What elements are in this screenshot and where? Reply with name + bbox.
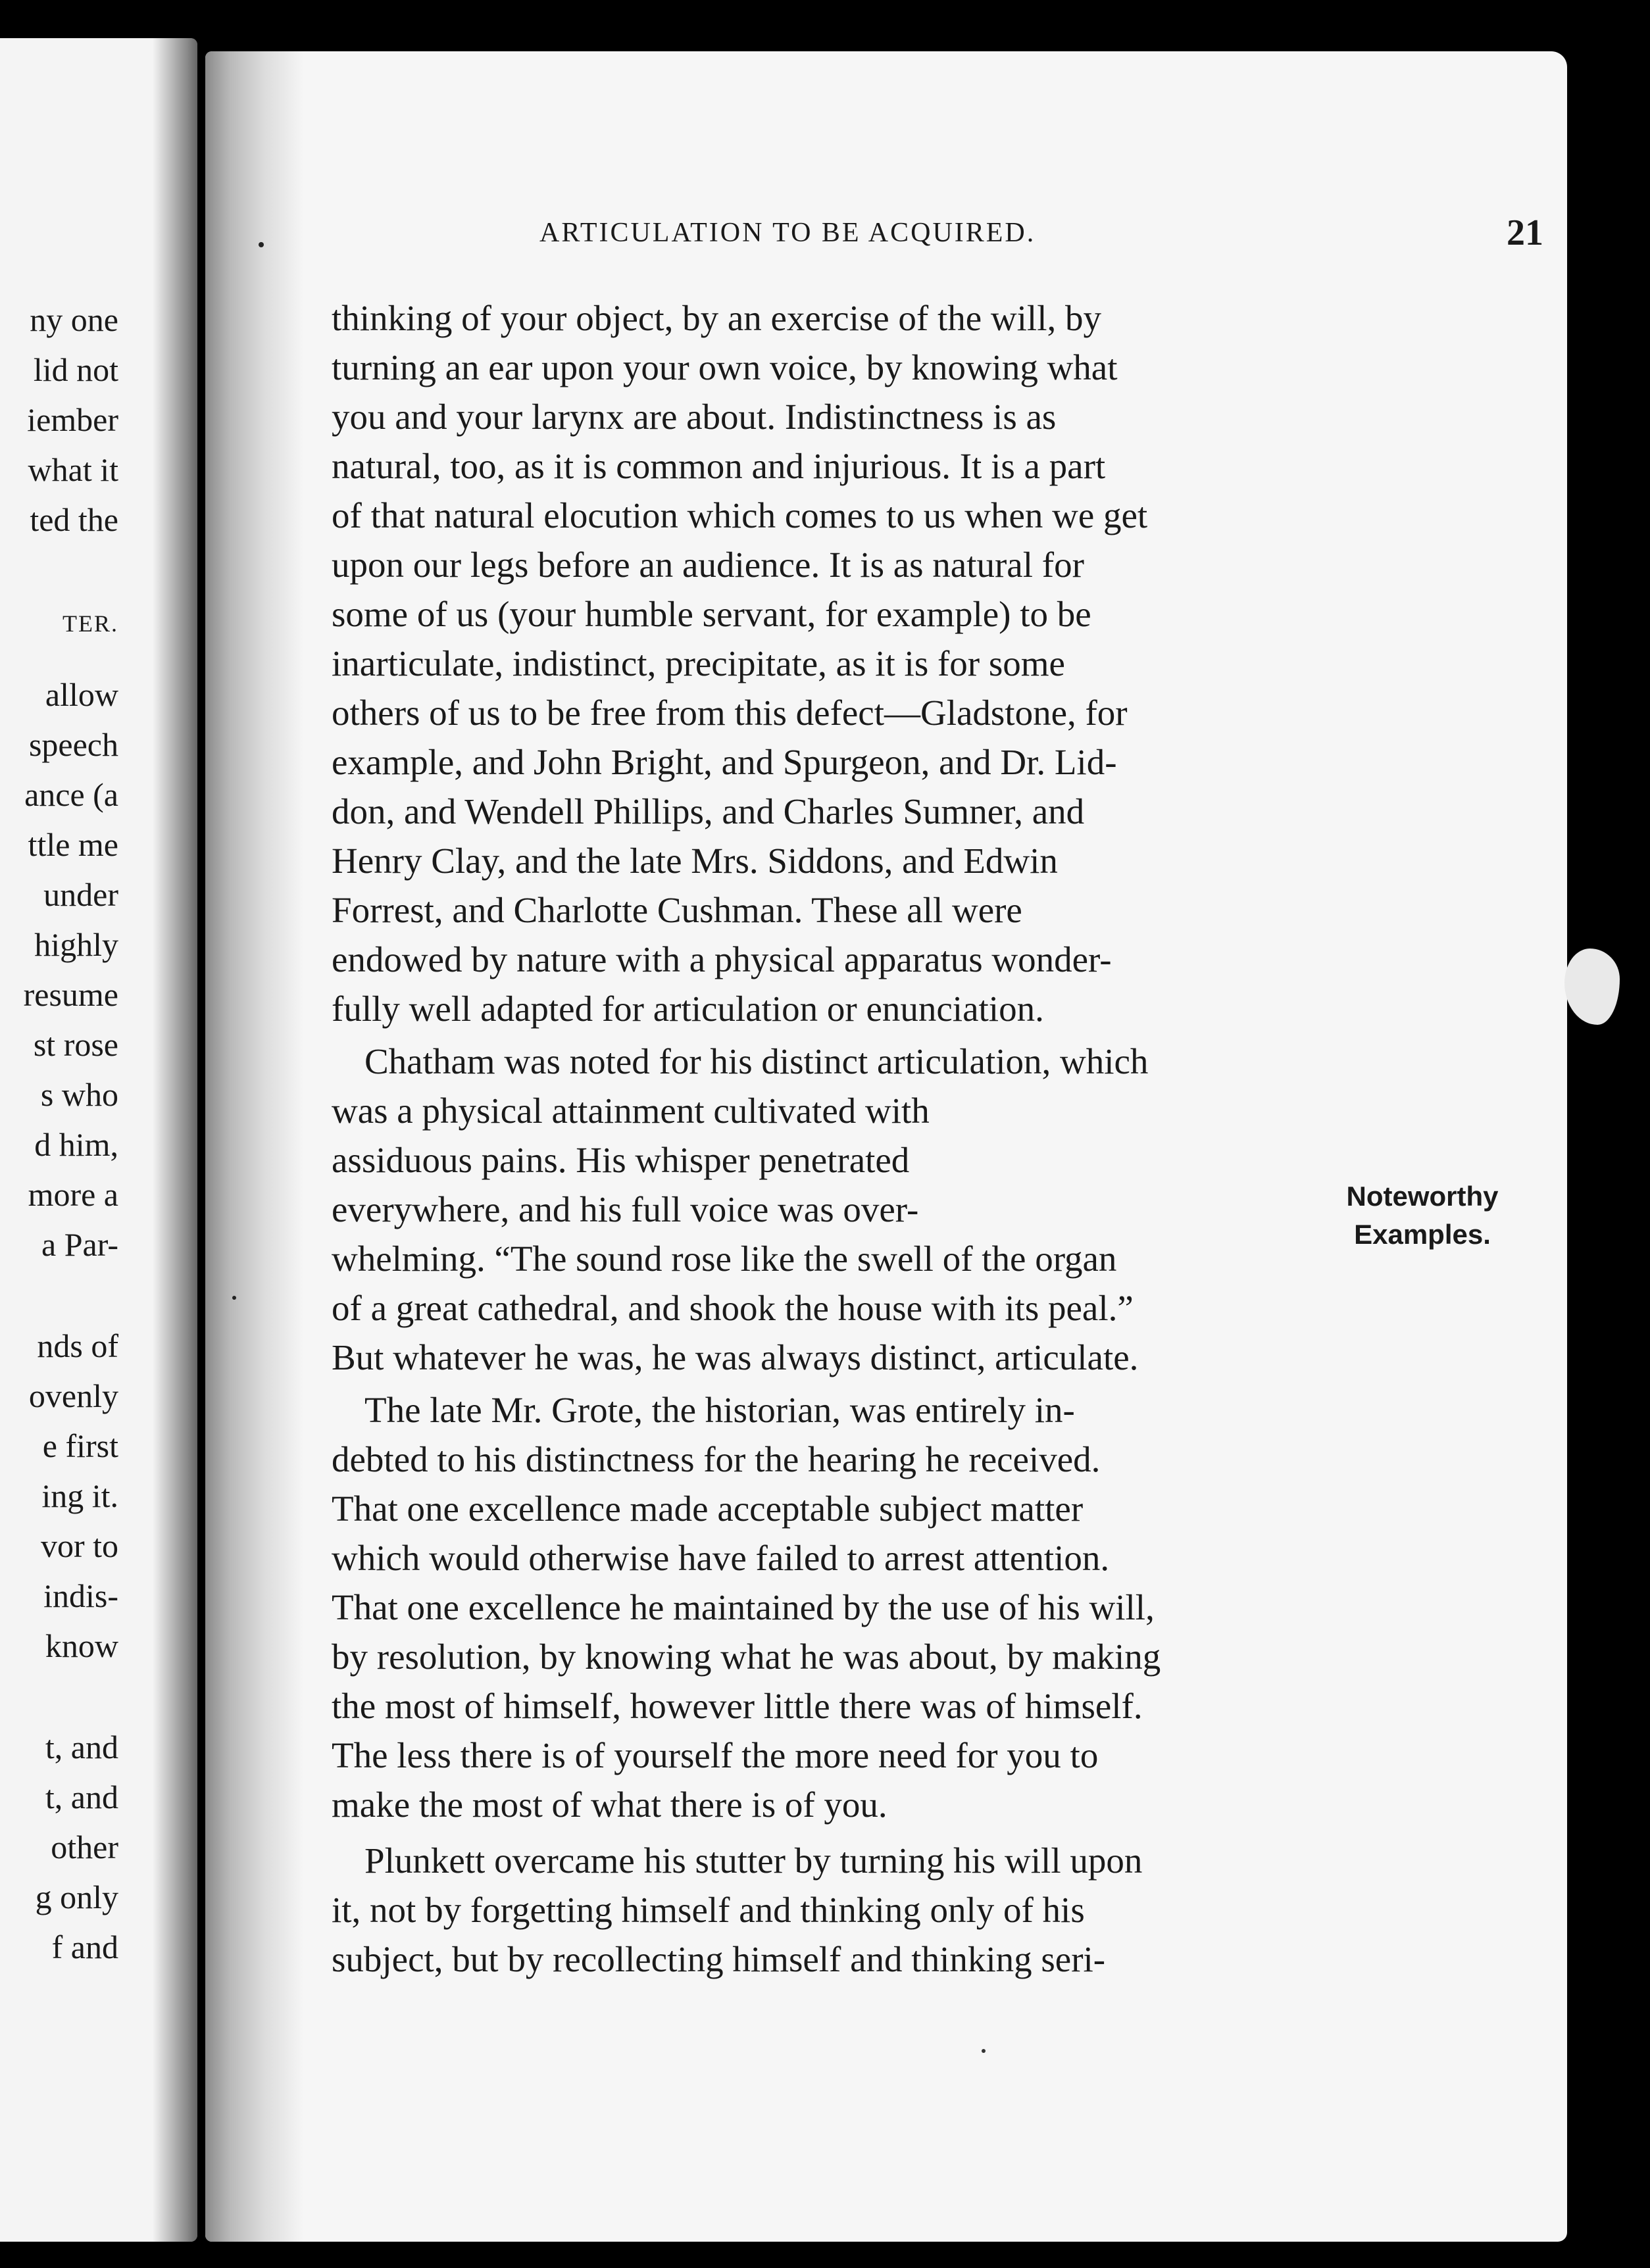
text-line: endowed by nature with a physical apparatus wonder- <box>332 939 1112 979</box>
text-line: was a physical attainment cultivated with <box>332 1091 930 1131</box>
left-line: other <box>51 1829 118 1865</box>
left-line: g only <box>35 1879 118 1915</box>
left-line: t, and <box>45 1729 118 1765</box>
text-line: of that natural elocution which comes to us when we get <box>332 495 1148 535</box>
running-head-title: ARTICULATION TO BE ACQUIRED. <box>539 218 1036 248</box>
left-line: allow <box>45 676 118 713</box>
text-line: Henry Clay, and the late Mrs. Siddons, and Edwin <box>332 841 1058 881</box>
left-line: f and <box>51 1929 118 1965</box>
ink-speck <box>982 2049 986 2053</box>
text-line: upon our legs before an audience. It is as natural for <box>332 545 1084 585</box>
left-line: ing it. <box>41 1477 118 1514</box>
text-line: inarticulate, indistinct, precipitate, as it is for some <box>332 643 1065 683</box>
text-line: Forrest, and Charlotte Cushman. These all were <box>332 890 1022 930</box>
text-line: others of us to be free from this defect—Gladstone, for <box>332 693 1128 733</box>
left-line: iember <box>27 401 118 438</box>
left-line: highly <box>34 926 118 963</box>
left-line: what it <box>28 451 118 488</box>
text-line: make the most of what there is of you. <box>332 1785 888 1825</box>
page-number: 21 <box>1507 212 1543 253</box>
left-line: e first <box>42 1427 118 1464</box>
left-line-heading: TER. <box>63 610 118 637</box>
text-line: assiduous pains. His whisper penetrated <box>332 1140 910 1180</box>
left-line: t, and <box>45 1779 118 1815</box>
text-line: whelming. “The sound rose like the swell of the organ <box>332 1239 1117 1279</box>
left-line: ovenly <box>28 1377 118 1414</box>
left-line: ny one <box>30 301 118 338</box>
left-line: indis- <box>43 1577 118 1614</box>
text-line: turning an ear upon your own voice, by knowing what <box>332 347 1118 387</box>
text-line: don, and Wendell Phillips, and Charles Sumner, and <box>332 791 1085 831</box>
left-line: know <box>45 1627 118 1664</box>
left-line: resume <box>23 976 118 1013</box>
left-line: more a <box>28 1176 118 1213</box>
left-line: ttle me <box>28 826 118 863</box>
text-line: you and your larynx are about. Indistinctness is as <box>332 397 1057 437</box>
text-line: That one excellence made acceptable subject matter <box>332 1489 1084 1529</box>
book-page <box>205 51 1567 2242</box>
text-line: some of us (your humble servant, for example) to be <box>332 594 1091 634</box>
text-line: it, not by forgetting himself and thinking only of his <box>332 1890 1085 1930</box>
left-line: st rose <box>33 1026 118 1063</box>
text-line: the most of himself, however little there was of himself. <box>332 1686 1143 1726</box>
page-curl-shadow <box>205 51 304 2242</box>
ink-speck <box>232 1296 236 1300</box>
text-line: natural, too, as it is common and injurious. It is a part <box>332 446 1106 486</box>
text-line: example, and John Bright, and Spurgeon, and Dr. Lid- <box>332 742 1117 782</box>
text-line: by resolution, by knowing what he was about, by making <box>332 1637 1161 1677</box>
left-line: lid not <box>33 351 118 388</box>
text-line: of a great cathedral, and shook the house with its peal.” <box>332 1288 1134 1328</box>
left-line: a Par- <box>41 1226 118 1263</box>
text-line: Chatham was noted for his distinct articulation, which <box>364 1041 1149 1081</box>
left-line: vor to <box>40 1527 118 1564</box>
text-line: which would otherwise have failed to arrest attention. <box>332 1538 1110 1578</box>
text-line: fully well adapted for articulation or enunciation. <box>332 989 1044 1029</box>
text-line: subject, but by recollecting himself and thinking seri- <box>332 1939 1106 1979</box>
margin-note-line: Noteworthy <box>1346 1181 1499 1212</box>
left-line: d him, <box>34 1126 118 1163</box>
left-line: under <box>43 876 118 913</box>
text-line: debted to his distinctness for the hearing he received. <box>332 1439 1101 1479</box>
gutter-shadow <box>153 38 197 2242</box>
left-line: s who <box>40 1076 118 1113</box>
text-line: everywhere, and his full voice was over- <box>332 1189 919 1229</box>
left-line: ted the <box>30 501 118 538</box>
paper-scrap <box>1564 949 1620 1025</box>
text-line: The late Mr. Grote, the historian, was entirely in- <box>364 1390 1075 1430</box>
left-line: speech <box>28 726 118 763</box>
ink-speck <box>259 242 264 247</box>
left-line: nds of <box>37 1327 118 1364</box>
text-line: The less there is of yourself the more need for you to <box>332 1735 1099 1775</box>
margin-note <box>1317 1177 1528 1254</box>
text-line: thinking of your object, by an exercise of the will, by <box>332 298 1101 338</box>
text-line: That one excellence he maintained by the use of his will, <box>332 1587 1155 1627</box>
text-line: But whatever he was, he was always distinct, articulate. <box>332 1337 1139 1377</box>
margin-note-line: Examples. <box>1354 1219 1491 1250</box>
left-line: ance (a <box>24 776 118 813</box>
text-line: Plunkett overcame his stutter by turning his will upon <box>364 1840 1143 1881</box>
left-facing-page <box>0 38 197 2242</box>
body-text <box>332 51 1450 2242</box>
